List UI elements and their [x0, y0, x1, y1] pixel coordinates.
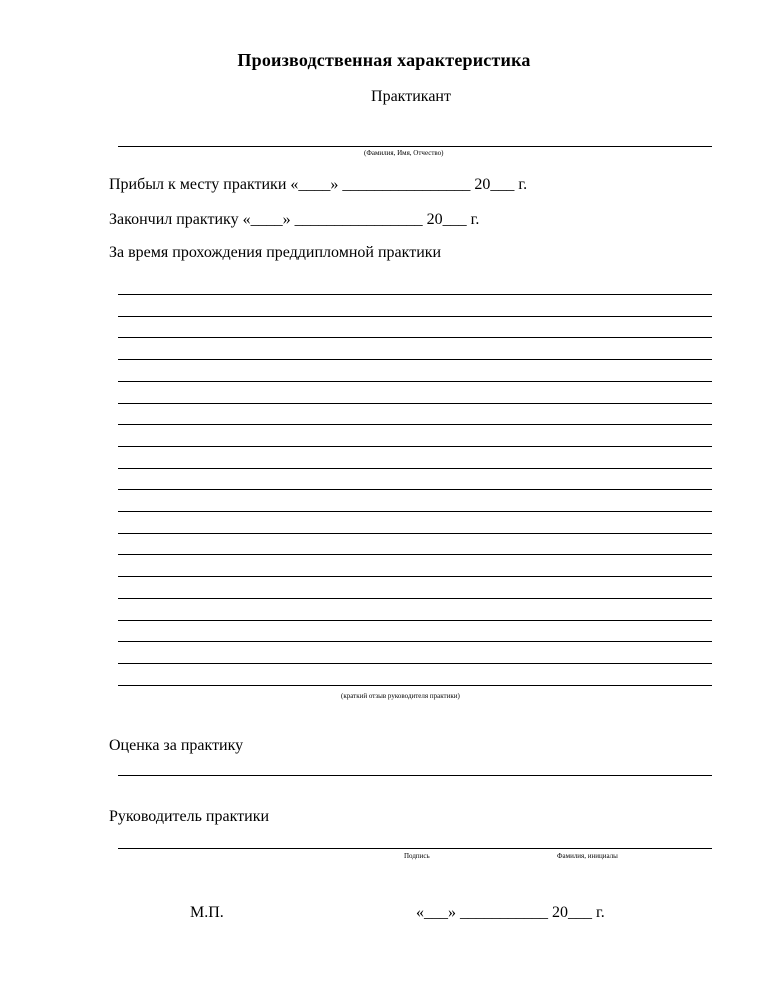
finish-line: Закончил практику «____» ________________ 20___ г. [109, 211, 480, 228]
date-line: «___» ___________ 20___ г. [416, 904, 605, 921]
grade-label: Оценка за практику [109, 737, 244, 754]
fio-caption: Фамилия, инициалы [557, 852, 618, 860]
stamp-label: М.П. [190, 904, 224, 921]
review-line [118, 424, 712, 425]
review-line [118, 446, 712, 447]
review-line [118, 381, 712, 382]
supervisor-label: Руководитель практики [109, 808, 270, 825]
review-line [118, 685, 712, 686]
review-line [118, 403, 712, 404]
review-line [118, 663, 712, 664]
supervisor-line [118, 848, 712, 849]
review-line [118, 316, 712, 317]
signature-caption: Подпись [404, 852, 430, 860]
review-line [118, 576, 712, 577]
name-caption: (Фамилия, Имя, Отчество) [364, 149, 444, 157]
document-title: Производственная характеристика [237, 50, 531, 70]
grade-line [118, 775, 712, 776]
review-line [118, 533, 712, 534]
review-line [118, 337, 712, 338]
review-line [118, 598, 712, 599]
trainee-label: Практикант [371, 88, 451, 105]
review-caption: (краткий отзыв руководителя практики) [341, 692, 460, 700]
review-line [118, 489, 712, 490]
internship-period-label: За время прохождения преддипломной практики [109, 244, 442, 261]
review-line [118, 511, 712, 512]
arrival-line: Прибыл к месту практики «____» ________________ 20___ г. [109, 176, 528, 193]
review-line [118, 359, 712, 360]
review-line [118, 641, 712, 642]
review-line [118, 468, 712, 469]
review-line [118, 294, 712, 295]
review-line [118, 554, 712, 555]
name-line [118, 146, 712, 147]
review-line [118, 620, 712, 621]
